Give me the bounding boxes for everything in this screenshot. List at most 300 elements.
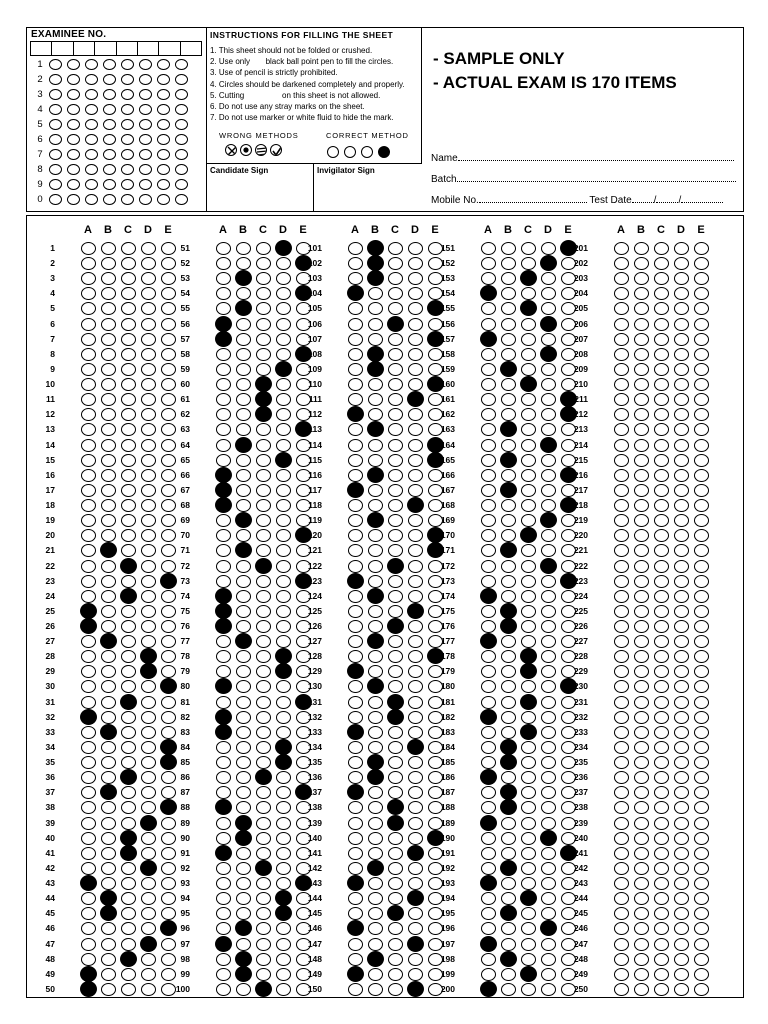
answer-bubble-c[interactable] — [521, 575, 536, 588]
answer-bubble-a[interactable] — [216, 529, 231, 542]
answer-bubble-e[interactable] — [694, 272, 709, 285]
answer-bubble-a[interactable] — [216, 439, 231, 452]
answer-bubble-c[interactable] — [521, 469, 536, 482]
answer-bubble-b[interactable] — [634, 544, 649, 557]
answer-bubble-a[interactable] — [81, 696, 96, 709]
answer-bubble-d[interactable] — [141, 892, 156, 905]
answer-bubble-a[interactable] — [81, 272, 96, 285]
answer-bubble-c[interactable] — [654, 348, 669, 361]
answer-bubble-c[interactable] — [388, 378, 403, 391]
examinee-digit-bubble[interactable] — [67, 89, 80, 100]
answer-bubble-c[interactable] — [121, 665, 136, 678]
answer-bubble-b[interactable] — [236, 650, 251, 663]
answer-bubble-c[interactable] — [654, 575, 669, 588]
answer-bubble-b[interactable] — [236, 756, 251, 769]
answer-bubble-b[interactable] — [236, 529, 251, 542]
answer-bubble-c[interactable] — [256, 544, 271, 557]
answer-bubble-b[interactable] — [368, 620, 383, 633]
answer-bubble-a[interactable] — [348, 378, 363, 391]
examinee-digit-box[interactable] — [117, 42, 138, 55]
answer-bubble-d[interactable] — [141, 287, 156, 300]
examinee-digit-bubble[interactable] — [103, 134, 116, 145]
examinee-digit-bubble[interactable] — [157, 89, 170, 100]
answer-bubble-b[interactable] — [634, 423, 649, 436]
answer-bubble-d[interactable] — [276, 726, 291, 739]
answer-bubble-a[interactable] — [481, 696, 496, 709]
answer-bubble-c[interactable] — [121, 575, 136, 588]
answer-bubble-c[interactable] — [256, 499, 271, 512]
answer-bubble-a[interactable] — [81, 257, 96, 270]
examinee-digit-bubble[interactable] — [103, 119, 116, 130]
answer-bubble-b[interactable] — [101, 968, 116, 981]
answer-bubble-c[interactable] — [121, 968, 136, 981]
answer-bubble-d[interactable] — [276, 469, 291, 482]
answer-bubble-d[interactable] — [674, 635, 689, 648]
answer-bubble-d[interactable] — [541, 862, 556, 875]
answer-bubble-d[interactable] — [541, 756, 556, 769]
answer-bubble-b[interactable] — [101, 680, 116, 693]
answer-bubble-b[interactable] — [368, 922, 383, 935]
answer-bubble-b[interactable] — [368, 605, 383, 618]
answer-bubble-c[interactable] — [388, 348, 403, 361]
answer-bubble-a[interactable] — [348, 302, 363, 315]
answer-bubble-a[interactable] — [216, 575, 231, 588]
answer-bubble-d[interactable] — [276, 514, 291, 527]
answer-bubble-b[interactable] — [101, 771, 116, 784]
answer-bubble-a[interactable] — [216, 257, 231, 270]
examinee-digit-bubble[interactable] — [103, 104, 116, 115]
answer-bubble-c[interactable] — [121, 892, 136, 905]
answer-bubble-d[interactable] — [276, 922, 291, 935]
answer-bubble-c[interactable] — [654, 726, 669, 739]
answer-bubble-d[interactable] — [276, 318, 291, 331]
answer-bubble-b[interactable] — [501, 302, 516, 315]
answer-bubble-d[interactable] — [408, 484, 423, 497]
answer-bubble-d[interactable] — [674, 801, 689, 814]
answer-bubble-b[interactable] — [101, 832, 116, 845]
answer-bubble-a[interactable] — [81, 560, 96, 573]
answer-bubble-e[interactable] — [694, 756, 709, 769]
answer-bubble-c[interactable] — [256, 665, 271, 678]
answer-bubble-c[interactable] — [388, 302, 403, 315]
answer-bubble-c[interactable] — [256, 696, 271, 709]
examinee-digit-bubble[interactable] — [85, 179, 98, 190]
answer-bubble-a[interactable] — [614, 847, 629, 860]
answer-bubble-c[interactable] — [121, 529, 136, 542]
answer-bubble-a[interactable] — [481, 680, 496, 693]
answer-bubble-d[interactable] — [541, 499, 556, 512]
answer-bubble-c[interactable] — [388, 847, 403, 860]
answer-bubble-d[interactable] — [141, 257, 156, 270]
answer-bubble-a[interactable] — [614, 953, 629, 966]
answer-bubble-d[interactable] — [276, 862, 291, 875]
answer-bubble-d[interactable] — [674, 832, 689, 845]
answer-bubble-c[interactable] — [256, 454, 271, 467]
answer-bubble-d[interactable] — [541, 529, 556, 542]
answer-bubble-d[interactable] — [674, 922, 689, 935]
answer-bubble-a[interactable] — [216, 287, 231, 300]
answer-bubble-b[interactable] — [501, 665, 516, 678]
answer-bubble-c[interactable] — [521, 938, 536, 951]
answer-bubble-b[interactable] — [101, 393, 116, 406]
answer-bubble-b[interactable] — [634, 635, 649, 648]
answer-bubble-a[interactable] — [481, 514, 496, 527]
answer-bubble-c[interactable] — [256, 484, 271, 497]
answer-bubble-d[interactable] — [141, 832, 156, 845]
answer-bubble-d[interactable] — [674, 892, 689, 905]
examinee-digit-bubble[interactable] — [67, 134, 80, 145]
answer-bubble-b[interactable] — [501, 892, 516, 905]
answer-bubble-b[interactable] — [236, 499, 251, 512]
answer-bubble-d[interactable] — [141, 333, 156, 346]
answer-bubble-a[interactable] — [216, 302, 231, 315]
answer-bubble-b[interactable] — [634, 741, 649, 754]
answer-bubble-c[interactable] — [654, 771, 669, 784]
answer-bubble-d[interactable] — [541, 378, 556, 391]
answer-bubble-b[interactable] — [634, 922, 649, 935]
answer-bubble-e[interactable] — [694, 892, 709, 905]
answer-bubble-a[interactable] — [614, 408, 629, 421]
answer-bubble-b[interactable] — [634, 938, 649, 951]
examinee-digit-bubble[interactable] — [175, 194, 188, 205]
answer-bubble-c[interactable] — [121, 801, 136, 814]
answer-bubble-b[interactable] — [101, 378, 116, 391]
answer-bubble-c[interactable] — [654, 439, 669, 452]
answer-bubble-d[interactable] — [674, 590, 689, 603]
answer-bubble-d[interactable] — [276, 287, 291, 300]
answer-bubble-a[interactable] — [481, 801, 496, 814]
answer-bubble-c[interactable] — [521, 741, 536, 754]
answer-bubble-c[interactable] — [388, 650, 403, 663]
answer-bubble-a[interactable] — [481, 650, 496, 663]
answer-bubble-c[interactable] — [654, 953, 669, 966]
answer-bubble-b[interactable] — [634, 711, 649, 724]
answer-bubble-d[interactable] — [541, 696, 556, 709]
answer-bubble-a[interactable] — [81, 953, 96, 966]
answer-bubble-b[interactable] — [101, 454, 116, 467]
answer-bubble-b[interactable] — [368, 847, 383, 860]
examinee-digit-box[interactable] — [181, 42, 201, 55]
answer-bubble-b[interactable] — [634, 242, 649, 255]
answer-bubble-a[interactable] — [348, 529, 363, 542]
answer-bubble-d[interactable] — [276, 801, 291, 814]
answer-bubble-b[interactable] — [236, 801, 251, 814]
answer-bubble-a[interactable] — [481, 469, 496, 482]
answer-bubble-b[interactable] — [368, 650, 383, 663]
answer-bubble-c[interactable] — [654, 257, 669, 270]
answer-bubble-b[interactable] — [501, 726, 516, 739]
answer-bubble-c[interactable] — [521, 257, 536, 270]
answer-bubble-d[interactable] — [541, 423, 556, 436]
answer-bubble-a[interactable] — [216, 408, 231, 421]
answer-bubble-b[interactable] — [634, 529, 649, 542]
answer-bubble-d[interactable] — [408, 257, 423, 270]
answer-bubble-c[interactable] — [654, 983, 669, 996]
answer-bubble-a[interactable] — [81, 393, 96, 406]
answer-bubble-d[interactable] — [541, 665, 556, 678]
answer-bubble-c[interactable] — [388, 363, 403, 376]
examinee-digit-bubble[interactable] — [139, 59, 152, 70]
answer-bubble-e[interactable] — [694, 665, 709, 678]
answer-bubble-a[interactable] — [81, 741, 96, 754]
answer-bubble-c[interactable] — [121, 741, 136, 754]
answer-bubble-d[interactable] — [276, 711, 291, 724]
answer-bubble-e[interactable] — [694, 832, 709, 845]
answer-bubble-d[interactable] — [141, 590, 156, 603]
answer-bubble-a[interactable] — [348, 741, 363, 754]
answer-bubble-d[interactable] — [541, 968, 556, 981]
answer-bubble-d[interactable] — [408, 560, 423, 573]
answer-bubble-a[interactable] — [481, 257, 496, 270]
answer-bubble-a[interactable] — [481, 922, 496, 935]
answer-bubble-a[interactable] — [216, 363, 231, 376]
answer-bubble-d[interactable] — [674, 423, 689, 436]
answer-bubble-e[interactable] — [694, 590, 709, 603]
answer-bubble-a[interactable] — [614, 907, 629, 920]
answer-bubble-c[interactable] — [654, 590, 669, 603]
answer-bubble-d[interactable] — [141, 922, 156, 935]
answer-bubble-a[interactable] — [81, 454, 96, 467]
answer-bubble-a[interactable] — [348, 832, 363, 845]
answer-bubble-b[interactable] — [368, 544, 383, 557]
answer-bubble-a[interactable] — [81, 650, 96, 663]
answer-bubble-d[interactable] — [141, 756, 156, 769]
answer-bubble-d[interactable] — [541, 847, 556, 860]
answer-bubble-e[interactable] — [694, 514, 709, 527]
answer-bubble-a[interactable] — [614, 711, 629, 724]
answer-bubble-c[interactable] — [521, 680, 536, 693]
answer-bubble-c[interactable] — [256, 938, 271, 951]
answer-bubble-a[interactable] — [216, 514, 231, 527]
answer-bubble-a[interactable] — [81, 439, 96, 452]
answer-bubble-c[interactable] — [388, 832, 403, 845]
answer-bubble-b[interactable] — [634, 817, 649, 830]
answer-bubble-c[interactable] — [256, 575, 271, 588]
answer-bubble-c[interactable] — [388, 469, 403, 482]
answer-bubble-b[interactable] — [501, 877, 516, 890]
answer-bubble-b[interactable] — [634, 575, 649, 588]
answer-bubble-d[interactable] — [276, 771, 291, 784]
answer-bubble-c[interactable] — [388, 741, 403, 754]
answer-bubble-d[interactable] — [141, 968, 156, 981]
answer-bubble-b[interactable] — [368, 968, 383, 981]
answer-bubble-a[interactable] — [614, 605, 629, 618]
answer-bubble-b[interactable] — [368, 877, 383, 890]
answer-bubble-a[interactable] — [216, 544, 231, 557]
answer-bubble-b[interactable] — [236, 620, 251, 633]
answer-bubble-a[interactable] — [481, 439, 496, 452]
answer-bubble-c[interactable] — [654, 318, 669, 331]
examinee-digit-bubble[interactable] — [139, 89, 152, 100]
answer-bubble-a[interactable] — [481, 544, 496, 557]
answer-bubble-d[interactable] — [408, 922, 423, 935]
answer-bubble-c[interactable] — [521, 922, 536, 935]
answer-bubble-b[interactable] — [634, 862, 649, 875]
answer-bubble-c[interactable] — [121, 499, 136, 512]
answer-bubble-b[interactable] — [634, 877, 649, 890]
answer-bubble-d[interactable] — [674, 786, 689, 799]
answer-bubble-d[interactable] — [674, 620, 689, 633]
answer-bubble-b[interactable] — [101, 983, 116, 996]
answer-bubble-d[interactable] — [141, 801, 156, 814]
examinee-digit-box[interactable] — [52, 42, 73, 55]
answer-bubble-c[interactable] — [256, 711, 271, 724]
answer-bubble-a[interactable] — [81, 756, 96, 769]
answer-bubble-b[interactable] — [634, 907, 649, 920]
answer-bubble-c[interactable] — [654, 696, 669, 709]
answer-bubble-e[interactable] — [694, 983, 709, 996]
examinee-digit-bubble[interactable] — [175, 164, 188, 175]
answer-bubble-d[interactable] — [674, 302, 689, 315]
answer-bubble-a[interactable] — [481, 786, 496, 799]
answer-bubble-c[interactable] — [121, 348, 136, 361]
examinee-digit-bubble[interactable] — [67, 59, 80, 70]
examinee-digit-bubble[interactable] — [85, 89, 98, 100]
examinee-digit-bubble[interactable] — [157, 179, 170, 190]
answer-bubble-c[interactable] — [521, 847, 536, 860]
answer-bubble-c[interactable] — [654, 711, 669, 724]
examinee-digit-bubble[interactable] — [121, 134, 134, 145]
answer-bubble-b[interactable] — [501, 590, 516, 603]
batch-field[interactable] — [431, 174, 736, 185]
answer-bubble-a[interactable] — [481, 605, 496, 618]
answer-bubble-d[interactable] — [408, 302, 423, 315]
examinee-digit-bubble[interactable] — [103, 194, 116, 205]
answer-bubble-c[interactable] — [121, 287, 136, 300]
answer-bubble-a[interactable] — [481, 575, 496, 588]
answer-bubble-b[interactable] — [501, 968, 516, 981]
answer-bubble-d[interactable] — [408, 786, 423, 799]
answer-bubble-c[interactable] — [256, 514, 271, 527]
answer-bubble-a[interactable] — [216, 242, 231, 255]
answer-bubble-d[interactable] — [674, 318, 689, 331]
answer-bubble-c[interactable] — [521, 877, 536, 890]
answer-bubble-b[interactable] — [101, 696, 116, 709]
examinee-digit-bubble[interactable] — [139, 149, 152, 160]
answer-bubble-a[interactable] — [81, 892, 96, 905]
answer-bubble-a[interactable] — [481, 756, 496, 769]
answer-bubble-c[interactable] — [521, 862, 536, 875]
answer-bubble-b[interactable] — [634, 257, 649, 270]
answer-bubble-a[interactable] — [216, 983, 231, 996]
examinee-digit-bubble[interactable] — [139, 134, 152, 145]
answer-bubble-b[interactable] — [236, 257, 251, 270]
answer-bubble-b[interactable] — [501, 922, 516, 935]
answer-bubble-d[interactable] — [541, 680, 556, 693]
answer-bubble-b[interactable] — [368, 892, 383, 905]
answer-bubble-d[interactable] — [541, 393, 556, 406]
answer-bubble-b[interactable] — [236, 771, 251, 784]
answer-bubble-a[interactable] — [348, 892, 363, 905]
answer-bubble-b[interactable] — [634, 348, 649, 361]
answer-bubble-e[interactable] — [694, 786, 709, 799]
answer-bubble-a[interactable] — [81, 348, 96, 361]
answer-bubble-e[interactable] — [694, 953, 709, 966]
candidate-sign-box[interactable]: Candidate Sign — [207, 164, 314, 211]
answer-bubble-a[interactable] — [81, 318, 96, 331]
examinee-digit-bubble[interactable] — [175, 104, 188, 115]
answer-bubble-a[interactable] — [348, 771, 363, 784]
answer-bubble-a[interactable] — [614, 575, 629, 588]
answer-bubble-b[interactable] — [101, 862, 116, 875]
answer-bubble-d[interactable] — [674, 363, 689, 376]
answer-bubble-d[interactable] — [408, 650, 423, 663]
answer-bubble-b[interactable] — [501, 257, 516, 270]
answer-bubble-c[interactable] — [256, 741, 271, 754]
examinee-digit-bubble[interactable] — [103, 164, 116, 175]
answer-bubble-d[interactable] — [276, 272, 291, 285]
answer-bubble-a[interactable] — [81, 817, 96, 830]
answer-bubble-a[interactable] — [614, 439, 629, 452]
answer-bubble-d[interactable] — [541, 953, 556, 966]
examinee-digit-bubble[interactable] — [49, 104, 62, 115]
answer-bubble-d[interactable] — [276, 257, 291, 270]
answer-bubble-d[interactable] — [541, 408, 556, 421]
answer-bubble-c[interactable] — [256, 318, 271, 331]
answer-bubble-b[interactable] — [101, 938, 116, 951]
answer-bubble-d[interactable] — [408, 363, 423, 376]
answer-bubble-d[interactable] — [276, 408, 291, 421]
answer-bubble-b[interactable] — [101, 605, 116, 618]
answer-bubble-b[interactable] — [101, 242, 116, 255]
examinee-digit-bubble[interactable] — [157, 164, 170, 175]
answer-bubble-d[interactable] — [408, 514, 423, 527]
answer-bubble-c[interactable] — [388, 529, 403, 542]
answer-bubble-d[interactable] — [276, 983, 291, 996]
answer-bubble-d[interactable] — [674, 544, 689, 557]
answer-bubble-e[interactable] — [694, 922, 709, 935]
answer-bubble-d[interactable] — [141, 983, 156, 996]
examinee-digit-bubble[interactable] — [67, 164, 80, 175]
answer-bubble-a[interactable] — [481, 423, 496, 436]
answer-bubble-b[interactable] — [236, 907, 251, 920]
answer-bubble-d[interactable] — [276, 499, 291, 512]
answer-bubble-a[interactable] — [614, 771, 629, 784]
answer-bubble-b[interactable] — [501, 560, 516, 573]
answer-bubble-b[interactable] — [501, 696, 516, 709]
answer-bubble-a[interactable] — [81, 801, 96, 814]
answer-bubble-b[interactable] — [368, 454, 383, 467]
answer-bubble-c[interactable] — [654, 801, 669, 814]
answer-bubble-d[interactable] — [408, 696, 423, 709]
answer-bubble-b[interactable] — [501, 242, 516, 255]
answer-bubble-c[interactable] — [521, 514, 536, 527]
answer-bubble-a[interactable] — [216, 560, 231, 573]
answer-bubble-b[interactable] — [236, 726, 251, 739]
answer-bubble-e[interactable] — [694, 363, 709, 376]
answer-bubble-e[interactable] — [694, 847, 709, 860]
answer-bubble-d[interactable] — [276, 696, 291, 709]
answer-bubble-c[interactable] — [521, 560, 536, 573]
answer-bubble-d[interactable] — [674, 514, 689, 527]
answer-bubble-b[interactable] — [101, 363, 116, 376]
answer-bubble-d[interactable] — [408, 771, 423, 784]
answer-bubble-a[interactable] — [81, 287, 96, 300]
answer-bubble-c[interactable] — [654, 847, 669, 860]
examinee-digit-bubble[interactable] — [121, 74, 134, 85]
answer-bubble-a[interactable] — [348, 393, 363, 406]
answer-bubble-c[interactable] — [121, 635, 136, 648]
answer-bubble-e[interactable] — [694, 287, 709, 300]
answer-bubble-a[interactable] — [614, 348, 629, 361]
answer-bubble-c[interactable] — [388, 242, 403, 255]
answer-bubble-b[interactable] — [368, 711, 383, 724]
answer-bubble-d[interactable] — [276, 938, 291, 951]
answer-bubble-c[interactable] — [388, 439, 403, 452]
answer-bubble-c[interactable] — [121, 484, 136, 497]
answer-bubble-c[interactable] — [654, 302, 669, 315]
answer-bubble-a[interactable] — [614, 529, 629, 542]
